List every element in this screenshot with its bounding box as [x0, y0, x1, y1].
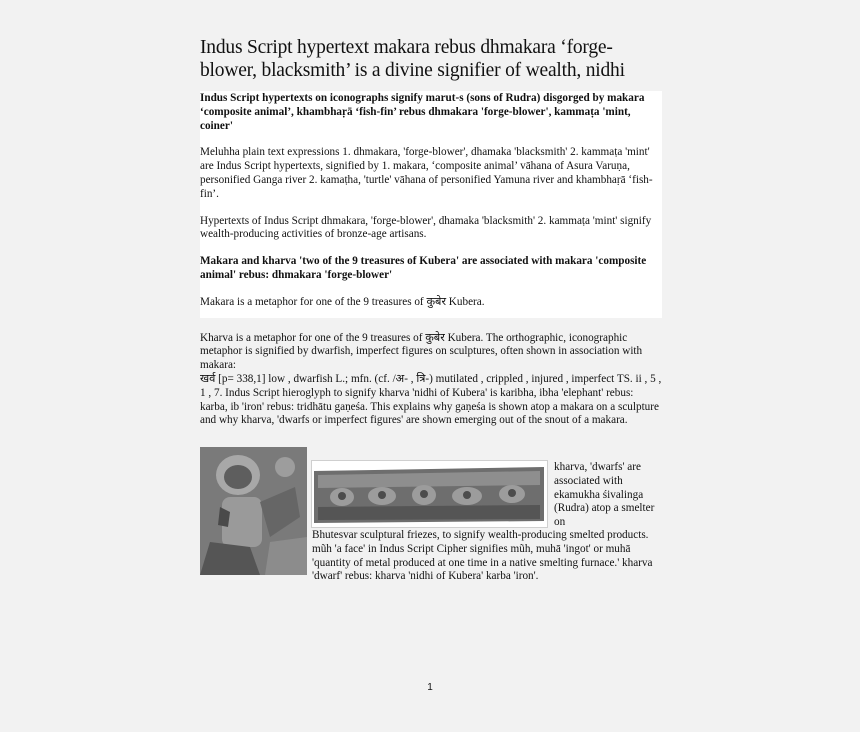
figure-caption-bottom: Bhutesvar sculptural friezes, to signify wealth-producing smelted products. mũh 'a face' in Indus Script Cipher signifies mũh, muhā 'ingot' or muhā 'quantity of metal produced at one time in a native smelting furnace.' kharva 'dwarf' rebus: kharva 'nidhi of Kubera' karba 'iron'.: [312, 529, 653, 583]
page-number: 1: [427, 682, 433, 693]
section-heading-1: Indus Script hypertexts on iconographs signify marut-s (sons of Rudra) disgorged by makara ‘composite animal’, khambhaṛā ‘fish-fin’ rebus dhmakara 'forge-blower', kammaṭa 'mint, coiner': [200, 92, 645, 132]
paragraph-4: Kharva is a metaphor for one of the 9 treasures of कुबेर Kubera. The orthographic, iconographic metaphor is signified by dwarfish, imperfect figures on sculptures, often shown in association with makara:: [200, 331, 643, 372]
bhutesvar-frieze-photo: [311, 460, 548, 528]
figure-area: [200, 447, 662, 587]
paragraph-2: Hypertexts of Indus Script dhmakara, 'forge-blower', dhamaka 'blacksmith' 2. kammaṭa 'mint' signify wealth-producing activities of bronze-age artisans.: [200, 214, 652, 241]
paragraph-5: खर्व [p= 338,1] low , dwarfish L.; mfn. (cf. /अ- , त्रि-) mutilated , crippled , injured , imperfect TS. ii , 5 , 1 , 7. Indus Script hieroglyph to signify kharva 'nidhi of Kubera' is karibha, ibha 'elephant' rebus: karba, ib 'iron' rebus: tridhātu gaṇeśa. This explains why gaṇeśa is shown atop a makara on a sculpture and why kharva, 'dwarfs or imperfect figures' are shown emerging out of the snout of a makara.: [200, 372, 662, 427]
section-heading-2: Makara and kharva 'two of the 9 treasures of Kubera' are associated with makara 'composite animal' rebus: dhmakara 'forge-blower': [200, 255, 647, 281]
document-page: [200, 36, 662, 428]
paragraph-1: Meluhha plain text expressions 1. dhmakara, 'forge-blower', dhamaka 'blacksmith' 2. kammaṭa 'mint' are Indus Script hypertexts, signified by 1. makara, ‘composite animal’ vāhana of Asura Varuṇa, personified Ganga river 2. kamaṭha, 'turtle' vāhana of personified Yamuna river and khambhaṛā ‘fish-fin’.: [200, 146, 653, 200]
sculpture-photo-dwarf: [200, 447, 307, 575]
figure-caption-right: kharva, 'dwarfs' are associated with ekamukha śivalinga (Rudra) atop a smelter on: [554, 461, 655, 529]
highlighted-text-block: [200, 91, 662, 318]
paragraph-3: Makara is a metaphor for one of the 9 treasures of कुबेर Kubera.: [200, 295, 485, 308]
document-title: Indus Script hypertext makara rebus dhmakara ‘forge-blower, blacksmith’ is a divine signifier of wealth, nidhi: [200, 37, 625, 81]
